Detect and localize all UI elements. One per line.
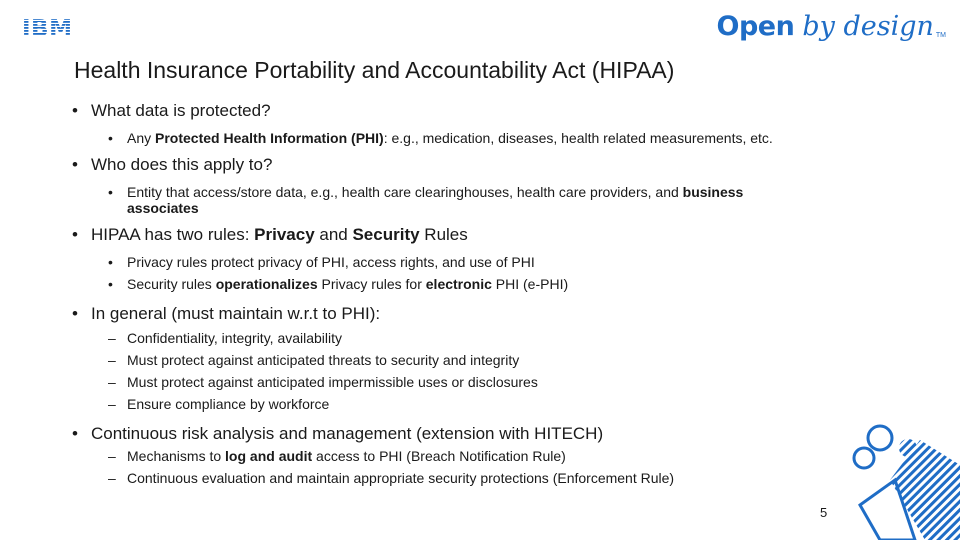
page-number: 5	[820, 505, 828, 520]
sub-bullet-entity	[108, 184, 892, 216]
text-fragment: Entity that access/store data, e.g., health care clearinghouses, health care providers, and	[127, 184, 683, 200]
bullet-two-rules	[72, 224, 892, 246]
text-bold: associates	[127, 200, 199, 216]
brand-by-design-text: by design	[802, 11, 934, 42]
bullet-what-data: • What data is protected?	[72, 100, 892, 122]
slide-title: Health Insurance Portability and Accountability Act (HIPAA)	[74, 57, 675, 83]
bullet-in-general: • In general (must maintain w.r.t to PHI):	[72, 303, 892, 325]
text-fragment: Any	[127, 130, 156, 146]
section-two-rules	[72, 224, 892, 295]
text-fragment: HIPAA has two rules:	[91, 225, 255, 244]
text-fragment: and	[314, 225, 353, 244]
section-general	[72, 303, 892, 415]
text-fragment: : e.g., medication, diseases, health related measurements, etc.	[383, 130, 773, 146]
sub-bullet-phi	[108, 130, 892, 146]
text-bold: Protected Health Information (PHI)	[155, 130, 384, 146]
section-data-protected	[72, 100, 892, 146]
slide-content	[72, 100, 892, 497]
bullet-who-applies: • Who does this apply to?	[72, 154, 892, 176]
text-fragment: Rules	[419, 225, 468, 244]
decorative-people-graphic	[820, 410, 960, 540]
ibm-logo	[22, 15, 80, 39]
brand-trademark: TM	[935, 32, 946, 39]
brand-open-text: Open	[716, 11, 795, 42]
dash-item: – Ensure compliance by workforce	[108, 393, 892, 415]
dash-item-enforcement: – Continuous evaluation and maintain appropriate security protections (Enforcement Rule)	[108, 467, 892, 489]
dash-item: – Confidentiality, integrity, availability	[108, 327, 892, 349]
bullet-continuous-risk: • Continuous risk analysis and management (extension with HITECH)	[72, 423, 892, 445]
text-bold: Security	[352, 225, 420, 244]
text-fragment: Privacy rules for	[317, 276, 426, 292]
section-who-applies	[72, 154, 892, 216]
text-bold: Privacy	[254, 225, 315, 244]
section-risk-analysis	[72, 423, 892, 489]
open-by-design-brand	[717, 8, 946, 48]
text-bold: business	[682, 184, 744, 200]
dash-item: – Must protect against anticipated impermissible uses or disclosures	[108, 371, 892, 393]
text-bold: log and audit	[225, 448, 313, 464]
text-fragment: Mechanisms to	[127, 448, 226, 464]
dash-item-log-audit	[108, 445, 892, 467]
dash-item: – Must protect against anticipated threats to security and integrity	[108, 349, 892, 371]
text-bold: electronic	[425, 276, 492, 292]
text-fragment: PHI (e-PHI)	[491, 276, 569, 292]
sub-bullet-security-rules	[108, 273, 892, 295]
sub-bullet-privacy-rules: • Privacy rules protect privacy of PHI, access rights, and use of PHI	[108, 251, 892, 273]
text-fragment: access to PHI (Breach Notification Rule)	[312, 448, 566, 464]
text-bold: operationalizes	[215, 276, 318, 292]
text-fragment: Security rules	[127, 276, 216, 292]
